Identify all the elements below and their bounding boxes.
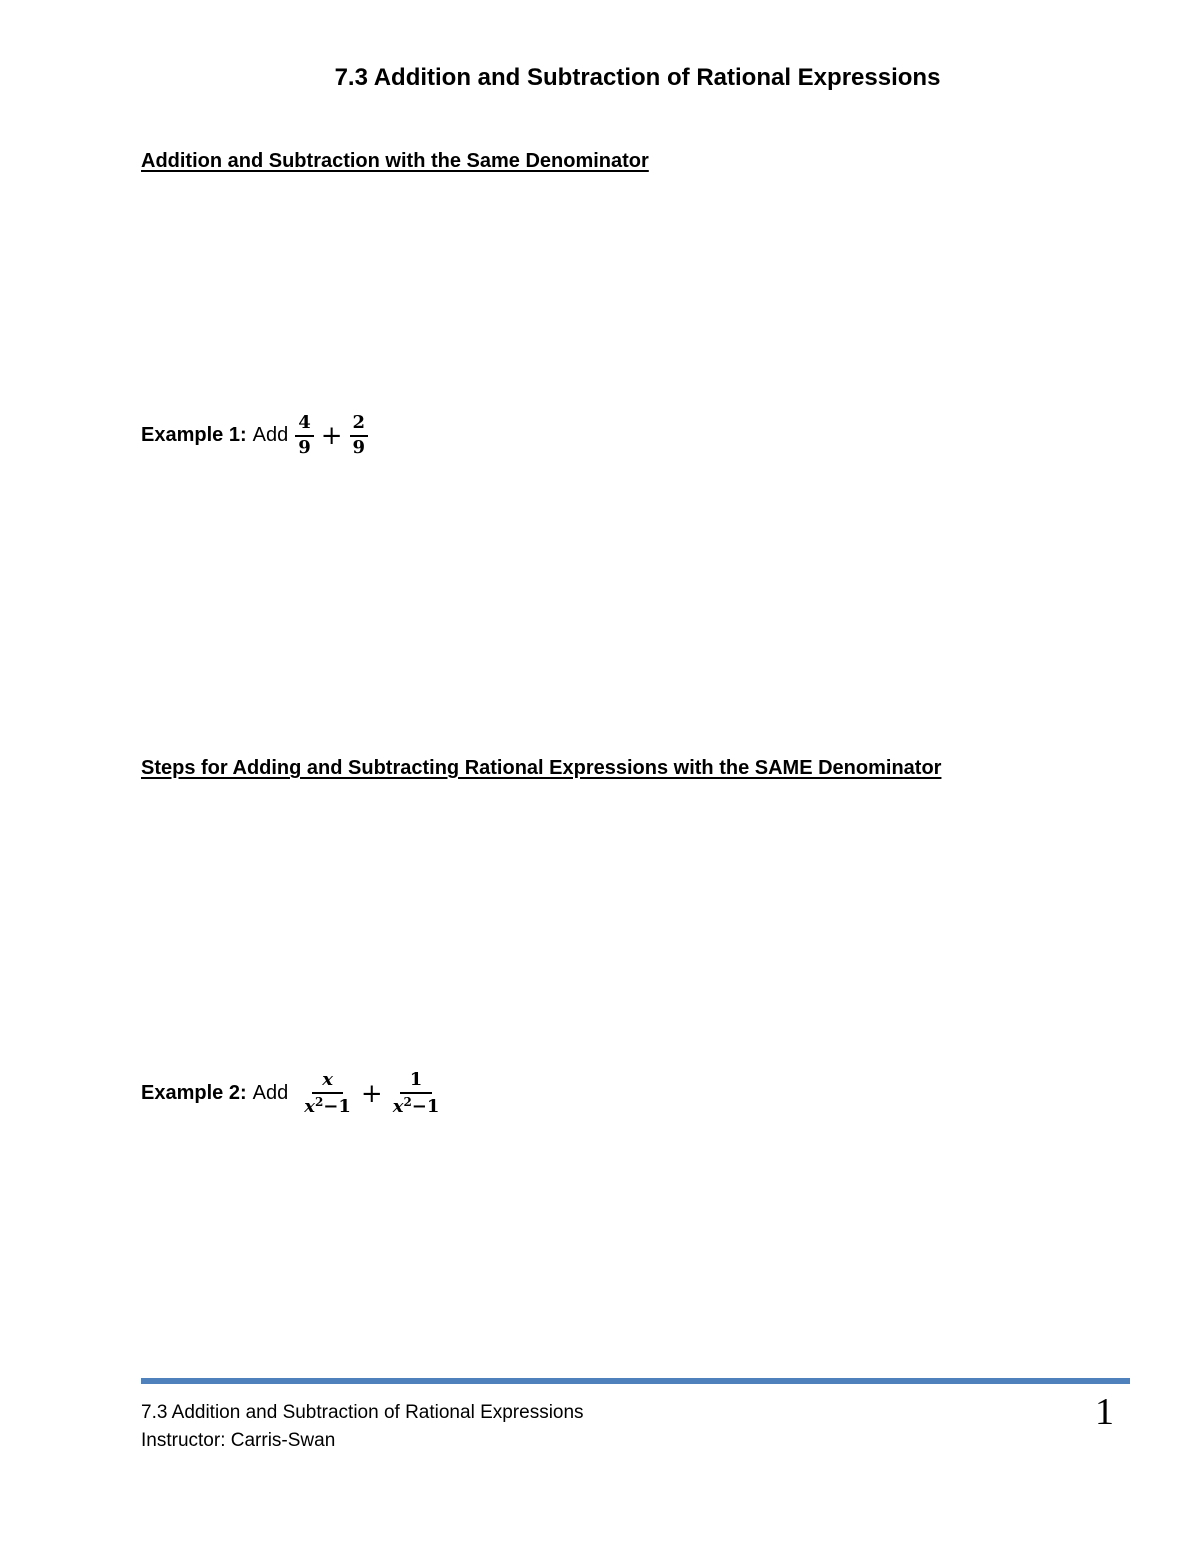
fraction (350, 414, 369, 458)
footer-rule (141, 1378, 1130, 1384)
variable: x (304, 1095, 315, 1117)
fraction-denominator (301, 1094, 354, 1117)
fraction-numerator: 4 (295, 414, 314, 437)
exponent: 2 (314, 1094, 324, 1109)
variable: x (392, 1095, 404, 1117)
example-1 (141, 414, 371, 458)
denominator-rest: −1 (411, 1095, 440, 1117)
fraction (301, 1071, 354, 1117)
fraction (295, 414, 314, 458)
plus-operator: + (360, 1078, 383, 1109)
fraction-denominator: 9 (298, 436, 311, 458)
fraction-denominator: 9 (352, 436, 366, 458)
example-verb: Add (252, 1082, 289, 1105)
fraction (390, 1071, 443, 1117)
footer-instructor: Instructor: Carris-Swan (141, 1430, 336, 1451)
example-verb: Add (252, 424, 289, 447)
fraction-numerator: 1 (400, 1071, 433, 1094)
fraction-numerator (312, 1071, 343, 1094)
denominator-rest: −1 (323, 1095, 351, 1117)
example-label: Example 1: (141, 424, 247, 447)
variable: x (322, 1069, 333, 1090)
page-number: 1 (1095, 1391, 1114, 1433)
footer-title: 7.3 Addition and Subtraction of Rational Expressions (141, 1402, 584, 1423)
plus-operator: + (320, 420, 343, 451)
fraction-denominator (390, 1094, 443, 1117)
exponent: 2 (403, 1094, 412, 1109)
section-heading-steps: Steps for Adding and Subtracting Rational Expressions with the SAME Denominator (141, 757, 942, 779)
section-heading-same-denominator: Addition and Subtraction with the Same Denominator (141, 150, 649, 172)
page-title: 7.3 Addition and Subtraction of Rational Expressions (334, 64, 941, 91)
example-label: Example 2: (141, 1082, 247, 1105)
fraction-numerator: 2 (350, 414, 369, 437)
example-2 (141, 1071, 445, 1117)
